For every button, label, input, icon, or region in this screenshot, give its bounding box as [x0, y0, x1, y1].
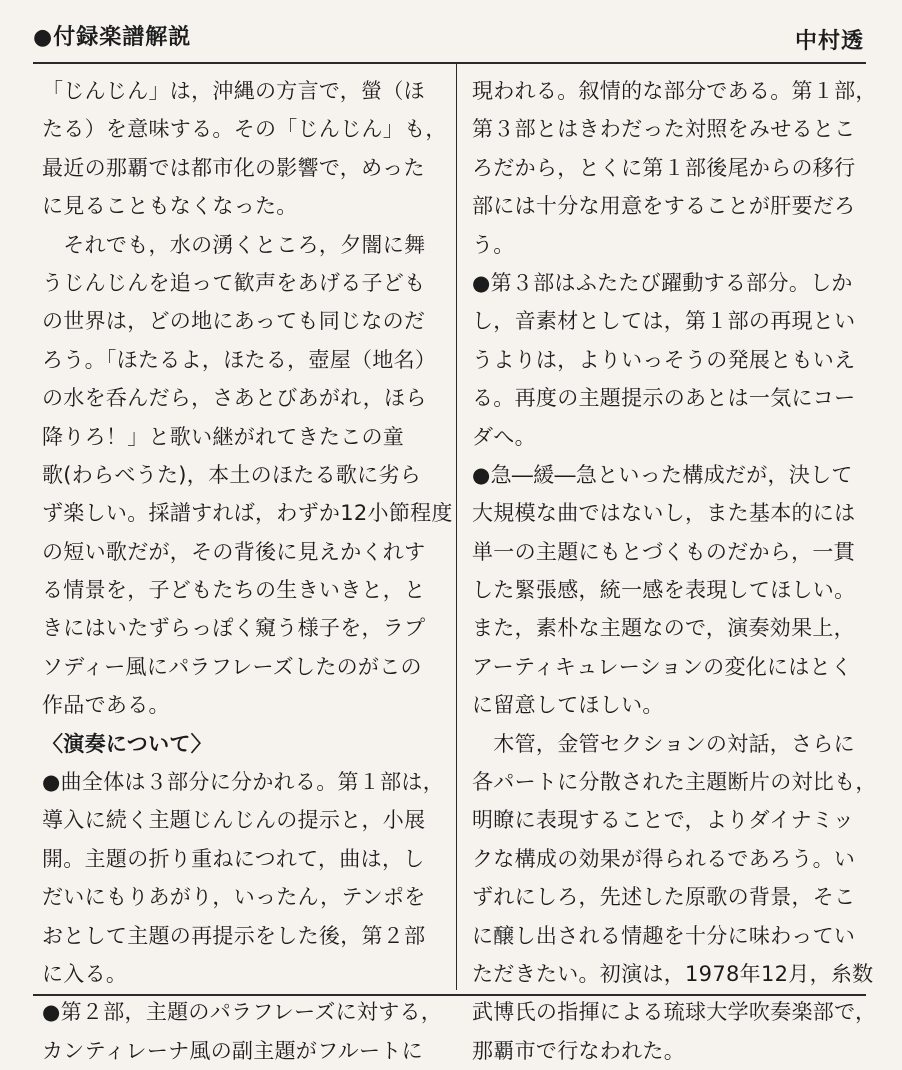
- text-line: し，音素材としては，第１部の再現とい: [472, 309, 856, 334]
- text-line: の水を呑んだら，さあとびあがれ，ほら: [42, 386, 427, 411]
- text-line: ず楽しい。採譜すれば，わずか12小節程度: [42, 501, 453, 526]
- text-line: だいにもりあがり，いったん，テンポを: [42, 885, 426, 910]
- text-line: 木管，金管セクションの対話，さらに: [472, 731, 855, 756]
- text-line: うよりは，よりいっそうの発展ともいえ: [472, 347, 856, 372]
- text-line: ●急―緩―急といった構成だが，決して: [472, 462, 853, 487]
- text-line: 各パートに分散された主題断片の対比も，: [472, 770, 877, 795]
- text-line: ただきたい。初演は，1978年12月，糸数: [472, 961, 874, 986]
- text-line: の世界は，どの地にあっても同じなのだ: [42, 309, 426, 334]
- text-line: きにはいたずらっぽく窺う様子を，ラプ: [42, 616, 426, 641]
- column-divider: [456, 64, 457, 990]
- text-line: 「じんじん」は，沖縄の方言で，螢（ほ: [42, 79, 425, 103]
- text-line: ろう。「ほたるよ，ほたる，壺屋（地名）: [42, 347, 437, 372]
- text-line: う。: [472, 232, 515, 257]
- text-line: ●第３部はふたたび躍動する部分。しか: [472, 270, 853, 295]
- text-line: うじんじんを追って歓声をあげる子ども: [42, 270, 426, 295]
- top-rule: [33, 62, 866, 64]
- text-line: 部には十分な用意をすることが肝要だろ: [472, 194, 856, 219]
- text-line: る情景を，子どもたちの生きいきと，と: [42, 578, 426, 603]
- left-column: [42, 72, 453, 1070]
- text-line: アーティキュレーションの変化にはとく: [472, 654, 853, 679]
- text-line: 開。主題の折り重ねにつれて，曲は，し: [42, 846, 425, 871]
- text-line: ●第２部，主題のパラフレーズに対する，: [42, 1000, 443, 1025]
- text-line: カンティレーナ風の副主題がフルートに: [42, 1038, 423, 1063]
- text-line: に見ることもなくなった。: [42, 194, 298, 219]
- text-line: る。再度の主題提示のあとは一気にコー: [472, 386, 856, 411]
- text-line: それでも，水の湧くところ，夕闇に舞: [42, 232, 426, 257]
- text-line: した緊張感，統一感を表現してほしい。: [472, 578, 856, 603]
- text-line: の短い歌だが，その背後に見えかくれす: [42, 539, 426, 564]
- text-line: に醸し出される情趣を十分に味わってい: [472, 923, 856, 948]
- text-line: 歌(わらべうた)，本土のほたる歌に劣ら: [42, 462, 422, 487]
- text-line: ろだから，とくに第１部後尾からの移行: [472, 155, 856, 180]
- text-line: 最近の那覇では都市化の影響で，めった: [42, 155, 425, 180]
- author-name: 中村透: [794, 29, 864, 54]
- text-line: 第３部とはきわだった対照をみせるとこ: [472, 117, 856, 142]
- text-line: ダへ。: [472, 424, 536, 449]
- text-line: 現われる。叙情的な部分である。第１部，: [472, 79, 877, 103]
- text-line: 降りろ！」と歌い継がれてきたこの童: [42, 424, 405, 449]
- text-line: 武博氏の指揮による琉球大学吹奏楽部で，: [472, 1000, 877, 1025]
- right-column: [472, 72, 880, 1070]
- text-line: 大規模な曲ではないし，また基本的には: [472, 501, 856, 526]
- text-line: おとして主題の再提示をした後，第２部: [42, 923, 426, 948]
- text-line: に留意してほしい。: [472, 693, 664, 718]
- text-line: ●曲全体は３部分に分かれる。第１部は，: [42, 770, 445, 795]
- text-line: に入る。: [42, 961, 128, 986]
- section-title: ●付録楽譜解説: [33, 25, 192, 50]
- text-line: 那覇市で行なわれた。: [472, 1038, 685, 1063]
- text-line: 作品である。: [42, 693, 170, 718]
- text-line: たる）を意味する。その「じんじん」も，: [42, 117, 447, 142]
- text-line: ずれにしろ，先述した原歌の背景，そこ: [472, 885, 856, 910]
- text-line: また，素朴な主題なので，演奏効果上，: [472, 616, 855, 641]
- text-line: 単一の主題にもとづくものだから，一貫: [472, 539, 855, 564]
- subheading: 〈演奏について〉: [42, 731, 212, 756]
- text-line: クな構成の効果が得られるであろう。い: [472, 846, 856, 871]
- text-line: ソディー風にパラフレーズしたのがこの: [42, 654, 422, 679]
- text-line: 明瞭に表現することで，よりダイナミッ: [472, 808, 855, 833]
- text-line: 導入に続く主題じんじんの提示と，小展: [42, 808, 426, 833]
